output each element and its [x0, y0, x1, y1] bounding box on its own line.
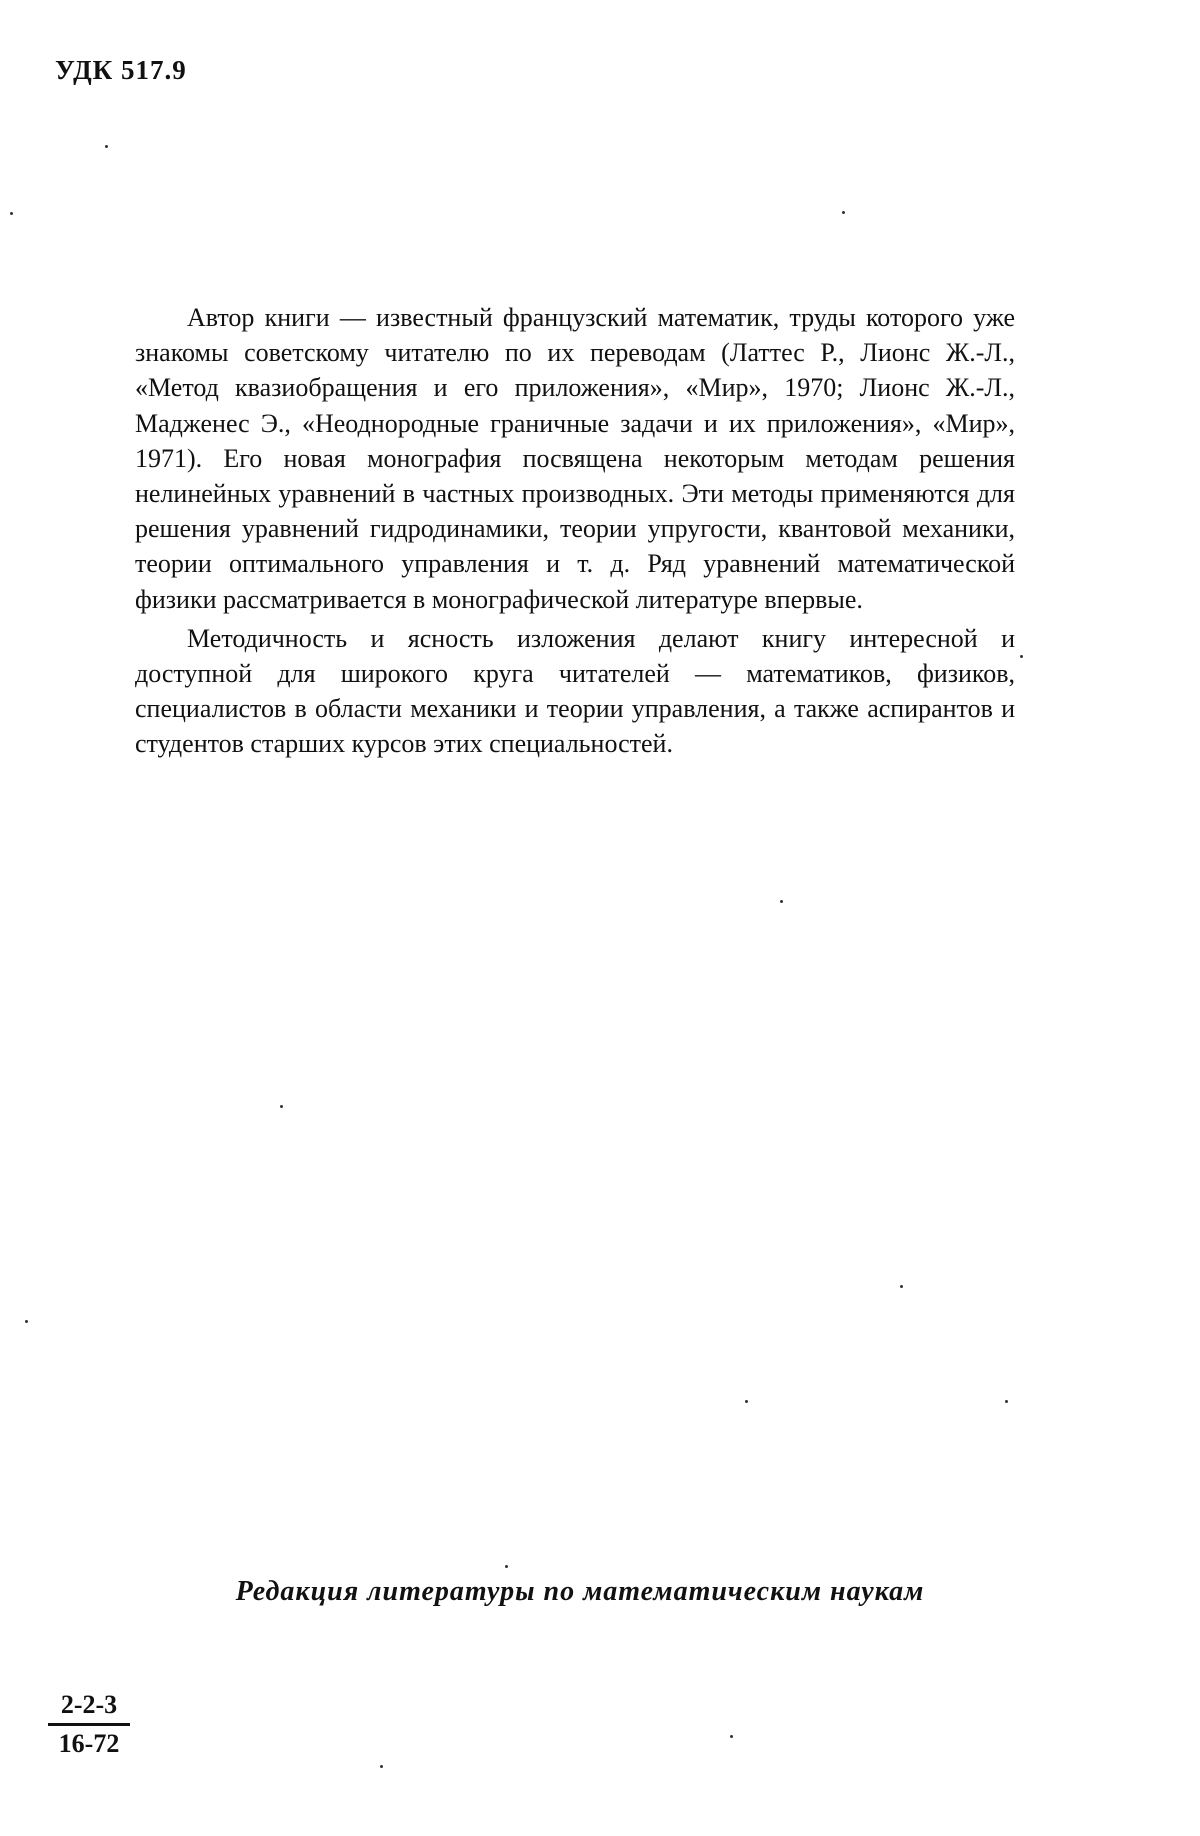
- book-annotation: [135, 300, 1015, 762]
- annotation-paragraph-1: Автор книги — известный французский математик, труды которого уже знакомы советскому читателю по их переводам (Латтес Р., Лионс Ж.-Л., «Метод квазиобращения и его приложения», «Мир», 1970; Лионс Ж.-Л., Мадженес Э., «Неоднородные граничные задачи и их приложения», «Мир», 1971). Его новая монография посвящена некоторым методам решения нелинейных уравнений в частных производных. Эти методы применяются для решения уравнений гидродинамики, теории упругости, квантовой механики, теории оптимального управления и т. д. Ряд уравнений математической физики рассматривается в монографической литературе впервые.: [135, 303, 1015, 614]
- scan-speck: [730, 1735, 733, 1738]
- scan-speck: [10, 212, 13, 215]
- annotation-paragraph-2: Методичность и ясность изложения делают книгу интересной и доступной для широкого круга читателей — математиков, физиков, специалистов в области механики и теории управления, а также аспирантов и студентов старших курсов этих специальностей.: [135, 623, 1015, 759]
- scan-speck: [842, 211, 845, 214]
- scan-speck: [505, 1565, 508, 1568]
- publication-code: [48, 1690, 130, 1759]
- scan-speck: [1020, 655, 1023, 658]
- editorial-office: Редакция литературы по математическим наукам: [235, 1576, 925, 1607]
- scan-speck: [380, 1765, 383, 1768]
- publication-code-numerator: 2-2-3: [60, 1690, 118, 1719]
- scan-speck: [780, 900, 783, 903]
- scan-speck: [25, 1320, 28, 1323]
- scan-speck: [745, 1400, 748, 1403]
- scan-speck: [900, 1285, 903, 1288]
- scan-speck: [105, 145, 108, 148]
- publication-code-denominator: 16-72: [48, 1723, 130, 1759]
- scan-speck: [1005, 1400, 1008, 1403]
- scan-speck: [280, 1105, 283, 1108]
- udc-classification: УДК 517.9: [55, 55, 187, 85]
